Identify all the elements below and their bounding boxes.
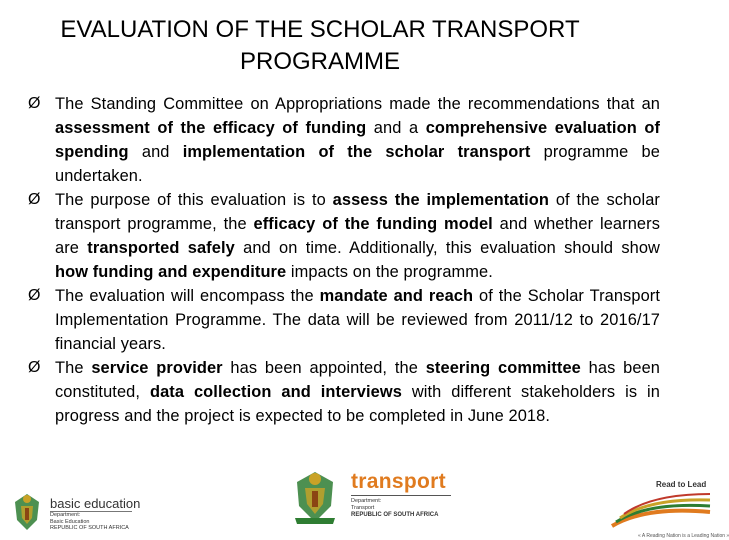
- bullet-arrow-icon: Ø: [28, 359, 41, 376]
- bullet-text-segment: The evaluation will encompass the: [55, 287, 320, 305]
- bullet-text-segment: The purpose of this evaluation is to: [55, 191, 333, 209]
- bullet-text-segment: of the Scholar Transport Implementation Programme. The data will be reviewed from 2011/12 to 2016/17 financial years.: [55, 287, 660, 353]
- bullet-text-emphasis: implementation of the scholar transport: [182, 143, 531, 161]
- bullet-text: [55, 284, 660, 356]
- bullet-arrow-icon: Ø: [28, 191, 41, 208]
- bullet-text-emphasis: data collection and interviews: [149, 383, 402, 401]
- bullet-text-segment: and whether learners are: [55, 215, 660, 257]
- country-name: REPUBLIC OF SOUTH AFRICA: [351, 512, 439, 518]
- title-line-1: EVALUATION OF THE SCHOLAR TRANSPORT: [60, 16, 580, 43]
- bullet-text-segment: and: [128, 143, 183, 161]
- title-line-2: PROGRAMME: [239, 48, 400, 75]
- country-name: REPUBLIC OF SOUTH AFRICA: [50, 525, 129, 531]
- bullet-item: [28, 92, 660, 188]
- bullet-item: [28, 356, 660, 428]
- bullet-text-emphasis: how funding and expenditure: [55, 263, 287, 281]
- coat-of-arms-icon: [285, 468, 345, 530]
- bullet-text-emphasis: assessment of the efficacy of funding: [55, 119, 367, 137]
- bullet-text-segment: of the scholar transport programme, the: [55, 191, 660, 233]
- bullet-text-segment: and on time. Additionally, this evaluation should show: [234, 239, 660, 257]
- bullet-text-segment: with different stakeholders is in progress and the project is expected to be completed in June 2018.: [55, 383, 660, 425]
- transport-logo: [285, 468, 465, 532]
- bullet-arrow-icon: Ø: [28, 95, 41, 112]
- dept-name: Transport: [351, 505, 375, 511]
- read-to-lead-logo: [606, 472, 729, 539]
- bullet-text-emphasis: service provider: [91, 359, 223, 377]
- bullet-item: [28, 284, 660, 356]
- bullet-item: [28, 188, 660, 284]
- transport-subtitle: [351, 498, 438, 519]
- read-to-lead-tagline: « A Reading Nation is a Leading Nation »: [638, 533, 729, 539]
- read-to-lead-title: Read to Lead: [656, 480, 707, 489]
- basic-education-title: basic education: [50, 496, 141, 511]
- bullet-text: [55, 188, 660, 284]
- dept-label: Department:: [351, 498, 382, 504]
- transport-title: transport: [351, 470, 446, 493]
- bullet-text-segment: The: [55, 359, 92, 377]
- bullet-text-segment: has been appointed, the: [222, 359, 426, 377]
- bullet-text: [55, 92, 660, 188]
- bullet-text-emphasis: assess the implementation: [332, 191, 550, 209]
- bullet-text-emphasis: comprehensive evaluation of spending: [55, 119, 660, 161]
- bullet-text-emphasis: steering committee: [425, 359, 581, 377]
- bullet-arrow-icon: Ø: [28, 287, 41, 304]
- bullet-text-segment: impacts on the programme.: [286, 263, 493, 281]
- basic-education-logo: [8, 490, 148, 536]
- divider: [351, 495, 451, 496]
- dept-label: Department:: [50, 512, 81, 518]
- bullet-text-segment: programme be undertaken.: [55, 143, 660, 185]
- bullet-text-segment: and a: [366, 119, 426, 137]
- bullet-text-emphasis: transported safely: [87, 239, 235, 257]
- dept-name: Basic Education: [50, 518, 90, 525]
- page-title: [0, 14, 640, 78]
- bullet-text-segment: The Standing Committee on Appropriations made the recommendations that an: [55, 95, 660, 113]
- bullet-text: [55, 356, 660, 428]
- bullet-text-emphasis: mandate and reach: [319, 287, 474, 305]
- basic-education-subtitle: [50, 512, 129, 532]
- coat-of-arms-icon: [8, 490, 46, 534]
- footer-logos: [0, 462, 729, 540]
- bullet-text-segment: has been constituted,: [55, 359, 661, 401]
- bullet-list: [28, 92, 660, 428]
- bullet-text-emphasis: efficacy of the funding model: [253, 215, 493, 233]
